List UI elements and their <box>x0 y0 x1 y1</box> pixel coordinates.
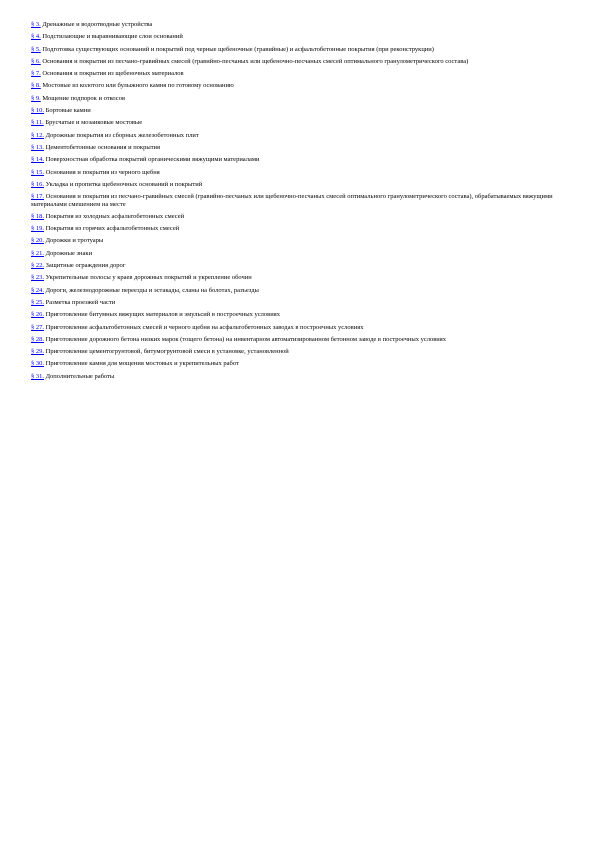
toc-item <box>31 169 556 176</box>
section-title: Бортовые камни <box>45 107 91 115</box>
toc-item <box>31 213 556 220</box>
section-title: Основания и покрытия из песчано-гравийных смесей (гравийно-песчаных или щебеночно-песчаных смесей оптимального гранулометрического состава) <box>42 57 469 65</box>
section-title: Мостовые из колотого или булыжного камня по готовому основанию <box>42 82 234 90</box>
section-link[interactable]: § 22. <box>31 262 44 270</box>
section-link[interactable]: § 23. <box>31 274 44 282</box>
table-of-contents <box>31 21 556 385</box>
section-link[interactable]: § 11. <box>31 119 44 127</box>
section-title: Дороги, железнодорожные переезды и эстакады, сланы на болотах, разъезды <box>45 286 259 294</box>
toc-item <box>31 181 556 188</box>
section-title: Дренажные и водоотводные устройства <box>42 21 153 28</box>
toc-item <box>31 58 556 65</box>
section-title: Подготовка существующих оснований и покрытий под черные щебеночные (гравийные) и асфальтобетонные покрытия (при реконструкции) <box>42 45 434 53</box>
toc-item <box>31 262 556 269</box>
section-title: Дорожные знаки <box>45 249 93 257</box>
section-link[interactable]: § 19. <box>31 225 44 233</box>
toc-item <box>31 274 556 281</box>
toc-item <box>31 250 556 257</box>
section-title: Цементобетонные основания и покрытия <box>45 143 161 151</box>
section-title: Основания и покрытия из песчано-гравийных смесей (гравийно-песчаных или щебеночно-песчаных смесей оптимального гранулометрического состава), обрабатываемых вяжущими материалами смешением на месте <box>31 193 553 208</box>
section-title: Приготовление камня для мощения мостовых и укрепительных работ <box>45 360 239 368</box>
toc-item <box>31 107 556 114</box>
section-link[interactable]: § 16. <box>31 180 44 188</box>
section-link[interactable]: § 6. <box>31 57 41 65</box>
toc-item <box>31 119 556 126</box>
toc-item <box>31 360 556 367</box>
section-link[interactable]: § 10. <box>31 107 44 115</box>
toc-item <box>31 348 556 355</box>
section-title: Покрытия из холодных асфальтобетонных смесей <box>45 212 185 220</box>
section-link[interactable]: § 14. <box>31 156 44 164</box>
section-title: Подстилающие и выравнивающие слои оснований <box>42 33 183 41</box>
toc-item <box>31 21 556 28</box>
toc-item <box>31 132 556 139</box>
toc-item <box>31 144 556 151</box>
section-title: Укладка и пропитка щебеночных оснований и покрытий <box>45 180 203 188</box>
section-link[interactable]: § 7. <box>31 70 41 78</box>
toc-item <box>31 311 556 318</box>
section-title: Брусчатые и мозаиковые мостовые <box>45 119 143 127</box>
section-title: Покрытия из горячих асфальтобетонных смесей <box>45 225 180 233</box>
section-title: Мощение подпорок и откосов <box>42 94 126 102</box>
toc-item <box>31 324 556 331</box>
toc-item <box>31 336 556 343</box>
section-link[interactable]: § 29. <box>31 348 44 356</box>
section-link[interactable]: § 13. <box>31 143 44 151</box>
section-link[interactable]: § 24. <box>31 286 44 294</box>
toc-item <box>31 33 556 40</box>
section-title: Приготовление цементогрунтовой, битумогрунтовой смеси в установке, установленной <box>45 348 289 356</box>
section-link[interactable]: § 5. <box>31 45 41 53</box>
section-link[interactable]: § 26. <box>31 311 44 319</box>
toc-item <box>31 156 556 163</box>
section-link[interactable]: § 31. <box>31 372 44 380</box>
section-title: Поверхностная обработка покрытий органическими вяжущими материалами <box>45 156 260 164</box>
section-title: Основания и покрытия из черного щебня <box>45 168 160 176</box>
toc-item <box>31 193 556 208</box>
toc-item <box>31 225 556 232</box>
section-title: Дорожки и тротуары <box>45 237 104 245</box>
section-title: Приготовление асфальтобетонных смесей и черного щебня на асфальтобетонных заводах в построечных условиях <box>45 323 364 331</box>
section-link[interactable]: § 18. <box>31 212 44 220</box>
toc-item <box>31 287 556 294</box>
section-link[interactable]: § 17. <box>31 193 44 201</box>
section-title: Укрепительные полосы у краев дорожных покрытий и укрепление обочин <box>45 274 252 282</box>
section-title: Дорожные покрытия из сборных железобетонных плит <box>45 131 199 139</box>
section-link[interactable]: § 21. <box>31 249 44 257</box>
section-title: Защитные ограждения дорог <box>45 262 126 270</box>
section-title: Дополнительные работы <box>45 372 115 380</box>
toc-item <box>31 373 556 380</box>
section-link[interactable]: § 25. <box>31 298 44 306</box>
toc-item <box>31 82 556 89</box>
section-title: Приготовление дорожного бетона низких марок (тощего бетона) на инвентарном автоматизированном бетонном заводе в построечных условиях <box>45 335 447 343</box>
section-link[interactable]: § 8. <box>31 82 41 90</box>
section-link[interactable]: § 3. <box>31 21 41 28</box>
section-title: Приготовление битумных вяжущих материалов и эмульсий в построечных условиях <box>45 311 280 319</box>
section-link[interactable]: § 9. <box>31 94 41 102</box>
section-link[interactable]: § 28. <box>31 335 44 343</box>
toc-item <box>31 237 556 244</box>
section-title: Разметка проезжей части <box>45 298 116 306</box>
section-link[interactable]: § 12. <box>31 131 44 139</box>
toc-item <box>31 70 556 77</box>
toc-item <box>31 299 556 306</box>
toc-item <box>31 46 556 53</box>
section-link[interactable]: § 27. <box>31 323 44 331</box>
section-link[interactable]: § 20. <box>31 237 44 245</box>
section-link[interactable]: § 30. <box>31 360 44 368</box>
section-link[interactable]: § 15. <box>31 168 44 176</box>
toc-item <box>31 95 556 102</box>
section-title: Основания и покрытия из щебеночных материалов <box>42 70 184 78</box>
section-link[interactable]: § 4. <box>31 33 41 41</box>
